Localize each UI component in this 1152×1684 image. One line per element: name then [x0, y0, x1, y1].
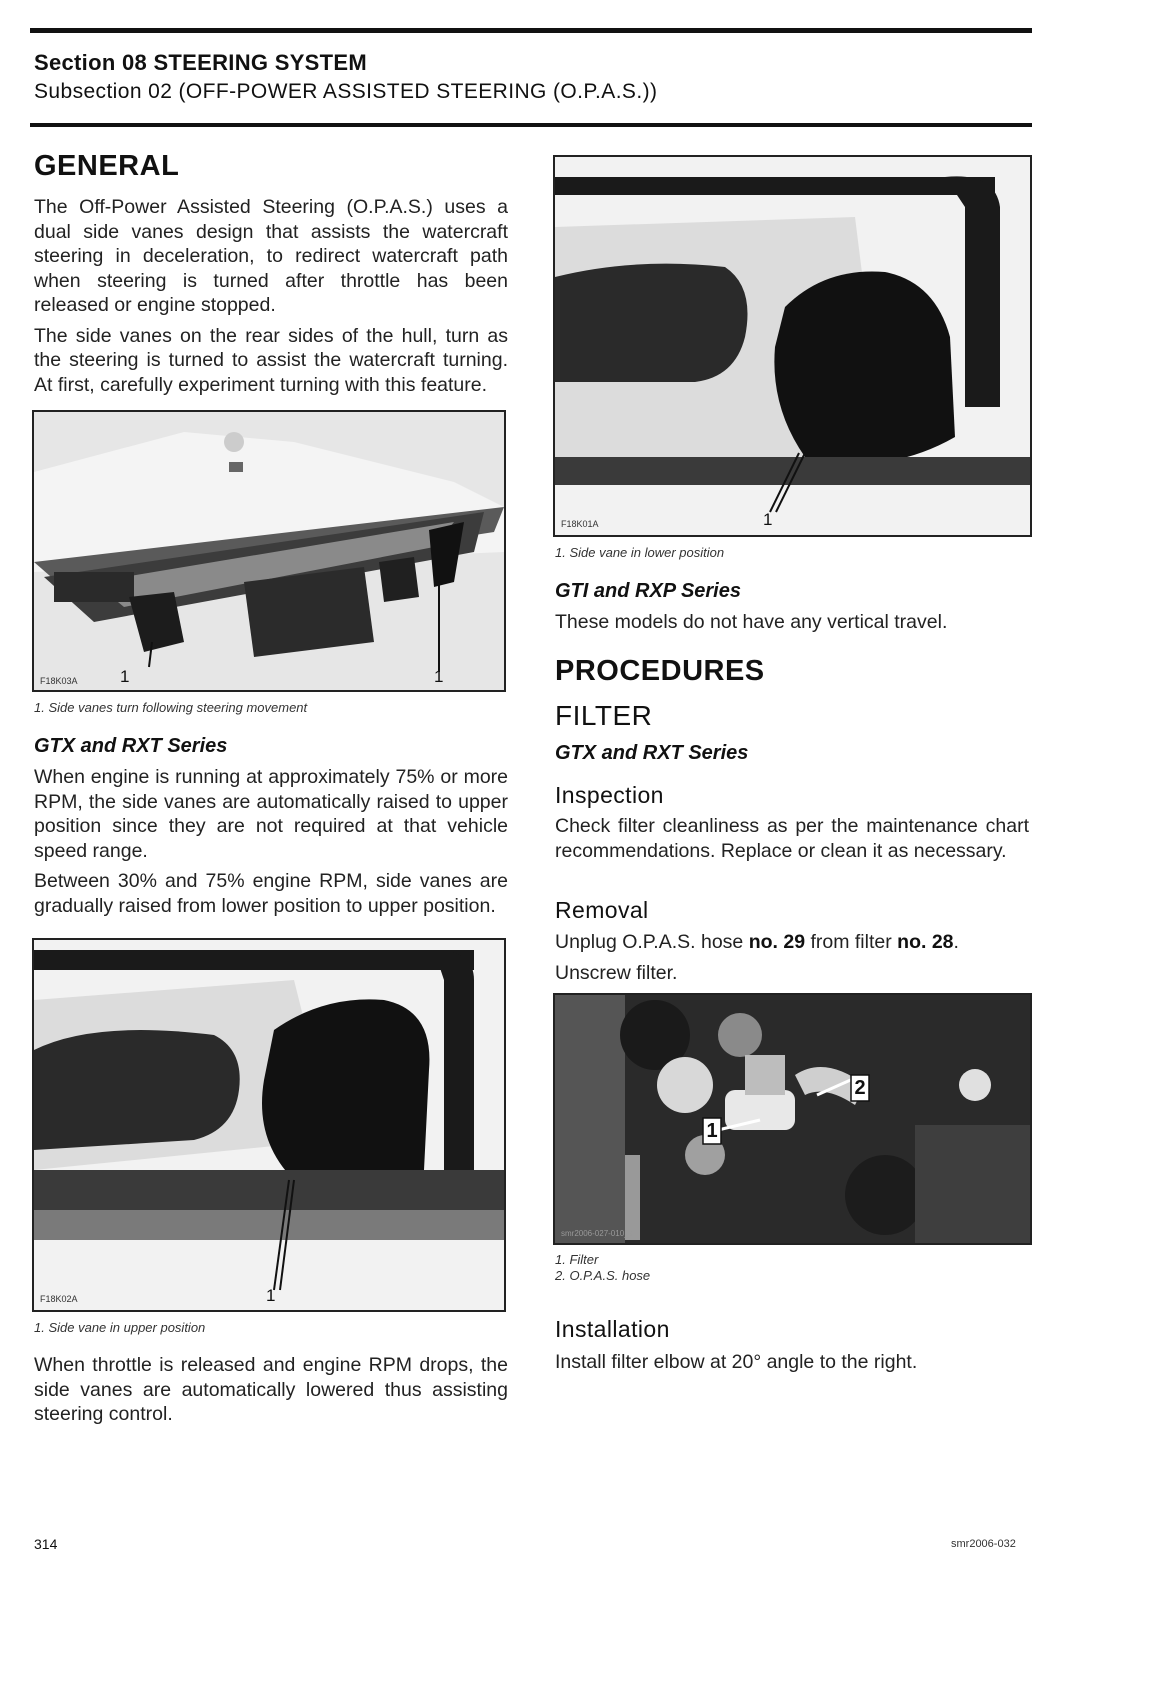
removal-text	[555, 930, 1030, 985]
procedures-heading: PROCEDURES	[555, 655, 765, 687]
gtx-rxt-text	[34, 765, 508, 918]
general-para-2: The side vanes on the rear sides of the hull, turn as the steering is turned to assist the watercraft turning. At first, carefully experiment turning with this feature.	[34, 324, 508, 396]
figure-caption: 1. Side vane in lower position	[555, 545, 725, 560]
filter-series-heading-block	[555, 742, 1030, 765]
subsection-title: Subsection 02 (OFF-POWER ASSISTED STEERING (O.P.A.S.))	[34, 80, 658, 103]
gti-rxp-heading-block	[555, 580, 1030, 603]
page-number: 314	[34, 1536, 58, 1552]
callout-1a: 1	[120, 667, 130, 686]
gtx-rxt-para-2: Between 30% and 75% engine RPM, side vanes are gradually raised from lower position to upper position.	[34, 870, 508, 917]
general-heading: GENERAL	[34, 150, 180, 182]
removal-para-2: Unscrew filter.	[555, 961, 678, 984]
removal-heading-block	[555, 897, 1030, 924]
filter-label: 1	[706, 1120, 718, 1142]
figure-code: smr2006-027-010_a	[561, 1229, 634, 1238]
header-top-rule	[30, 28, 1032, 33]
figure-caption-1: 1. Filter	[555, 1252, 599, 1267]
side-vane-upper-photo	[34, 940, 504, 1310]
figure-code: F18K02A	[40, 1294, 78, 1304]
removal-text-c: .	[953, 931, 959, 953]
figure-code: F18K01A	[561, 519, 599, 529]
watercraft-rear-photo	[34, 412, 504, 690]
gti-rxp-heading: GTI and RXP Series	[555, 580, 741, 602]
removal-para-1	[555, 930, 1030, 955]
inspection-text	[555, 814, 1029, 863]
removal-heading: Removal	[555, 897, 649, 923]
callout-1: 1	[266, 1286, 276, 1305]
filter-heading: FILTER	[555, 700, 653, 731]
gti-rxp-text	[555, 610, 1030, 635]
figure-side-vanes-turn	[32, 410, 506, 692]
gtx-rxt-para-3: When throttle is released and engine RPM drops, the side vanes are automatically lowered thus assisting steering control.	[34, 1354, 508, 1425]
gtx-rxt-heading-block	[34, 735, 509, 758]
general-heading-block	[34, 150, 509, 183]
filter-series-heading: GTX and RXT Series	[555, 742, 749, 764]
gtx-rxt-text-continued	[34, 1353, 508, 1427]
installation-text	[555, 1350, 1030, 1375]
gti-rxp-para: These models do not have any vertical travel.	[555, 611, 948, 633]
side-vane-lower-photo	[555, 157, 1030, 535]
figure-side-vane-lower	[553, 155, 1032, 537]
callout-1b: 1	[434, 667, 444, 686]
figure-caption: 1. Side vane in upper position	[34, 1320, 206, 1335]
inspection-heading: Inspection	[555, 782, 664, 808]
removal-text-b: from filter	[810, 931, 892, 953]
inspection-heading-block	[555, 782, 1030, 809]
header-bottom-rule	[30, 123, 1032, 127]
installation-heading: Installation	[555, 1316, 670, 1342]
inspection-para: Check filter cleanliness as per the maintenance chart recommendations. Replace or clean it as necessary.	[555, 815, 1029, 862]
figure-filter-hose	[553, 993, 1032, 1245]
section-title: Section 08 STEERING SYSTEM	[34, 50, 367, 75]
gtx-rxt-para-1: When engine is running at approximately 75% or more RPM, the side vanes are automatically raised to upper position since they are not required at that vehicle speed range.	[34, 766, 508, 862]
filter-hose-photo	[555, 995, 1030, 1243]
hose-label: 2	[854, 1077, 866, 1099]
general-text	[34, 195, 508, 397]
callout-1: 1	[763, 510, 773, 529]
gtx-rxt-heading: GTX and RXT Series	[34, 735, 228, 757]
hose-number: no. 29	[748, 931, 806, 953]
figure-code: F18K03A	[40, 676, 78, 686]
figure-side-vane-upper	[32, 938, 506, 1312]
figure-caption-2: 2. O.P.A.S. hose	[555, 1268, 651, 1283]
general-para-1: The Off-Power Assisted Steering (O.P.A.S.) uses a dual side vanes design that assists the watercraft steering in deceleration, to redirect watercraft path when steering is turned after throttle has been released or engine stopped.	[34, 196, 508, 316]
document-code: smr2006-032	[951, 1538, 1016, 1550]
installation-heading-block	[555, 1316, 1030, 1343]
figure-caption: 1. Side vanes turn following steering movement	[34, 700, 308, 715]
filter-heading-block	[555, 700, 1030, 732]
procedures-heading-block	[555, 655, 1030, 688]
installation-para: Install filter elbow at 20° angle to the right.	[555, 1351, 918, 1373]
removal-text-a: Unplug O.P.A.S. hose	[555, 931, 744, 953]
filter-number: no. 28	[897, 931, 954, 953]
